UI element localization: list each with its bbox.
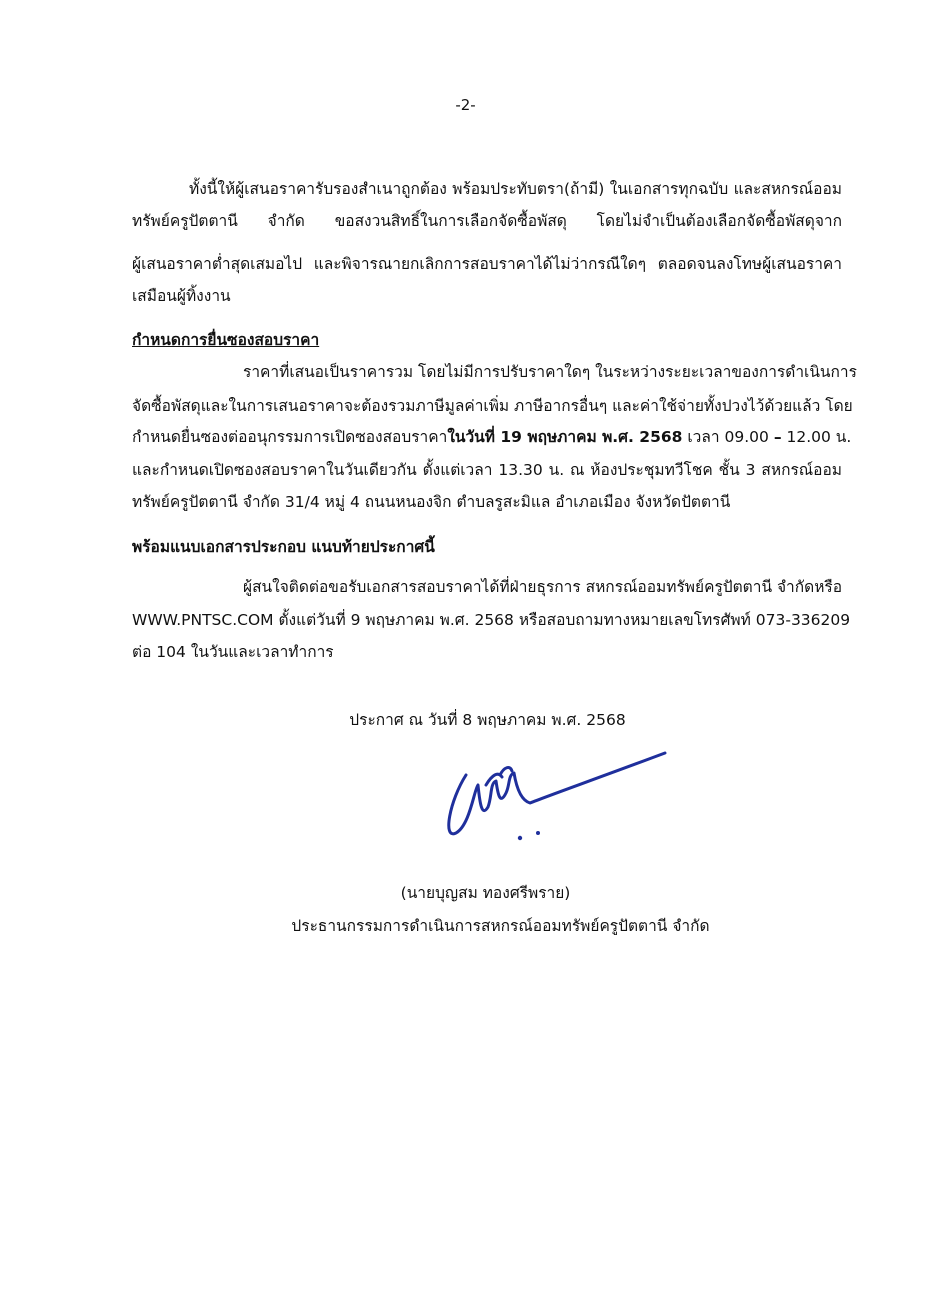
para2-line2: จัดซื้อพัสดุและในการเสนอราคาจะต้องรวมภาษีมูลค่าเพิ่ม ภาษีอากรอื่นๆ และค่าใช้จ่ายทั้งปวงไว้ด้วยแล้ว โดย (132, 397, 853, 415)
para2-line3-a: กำหนดยื่นซองต่ออนุกรรมการเปิดซองสอบราคา (132, 428, 448, 446)
announce-date: ประกาศ ณ วันที่ 8 พฤษภาคม พ.ศ. 2568 (349, 711, 626, 729)
para1-line3: ผู้เสนอราคาต่ำสุดเสมอไป และพิจารณายกเลิกการสอบราคาได้ไม่ว่ากรณีใดๆ ตลอดจนลงโทษผู้เสนอราคา (132, 255, 842, 273)
para1-line1: ทั้งนี้ให้ผู้เสนอราคารับรองสำเนาถูกต้อง พร้อมประทับตรา(ถ้ามี) ในเอกสารทุกฉบับ และสหกรณ์ออม (189, 180, 842, 198)
signer-name: (นายบุญสม ทองศรีพราย) (400, 884, 571, 902)
heading-submission-schedule: กำหนดการยื่นซองสอบราคา (132, 331, 320, 349)
para3-line2: WWW.PNTSC.COM ตั้งแต่วันที่ 9 พฤษภาคม พ.ศ. 2568 หรือสอบถามทางหมายเลขโทรศัพท์ 073-336209 (132, 611, 851, 629)
para3-line1: ผู้สนใจติดต่อขอรับเอกสารสอบราคาได้ที่ฝ่ายธุรการ สหกรณ์ออมทรัพย์ครูปัตตานี จำกัดหรือ (243, 578, 843, 596)
para2-line3 (132, 426, 852, 448)
dash: – (773, 428, 782, 446)
para3-line3: ต่อ 104 ในวันและเวลาทำการ (132, 643, 334, 661)
signer-title: ประธานกรรมการดำเนินการสหกรณ์ออมทรัพย์ครูปัตตานี จำกัด (291, 917, 710, 935)
para2-line3-e: 12.00 น. (781, 428, 852, 446)
para2-line4: และกำหนดเปิดซองสอบราคาในวันเดียวกัน ตั้งแต่เวลา 13.30 น. ณ ห้องประชุมทวีโชค ชั้น 3 สหกรณ์ออม (132, 461, 842, 479)
para1-line2: ทรัพย์ครูปัตตานี จำกัด ขอสงวนสิทธิ์ในการเลือกจัดซื้อพัสดุ โดยไม่จำเป็นต้องเลือกจัดซื้อพัสดุจาก (132, 212, 842, 230)
para2-line5: ทรัพย์ครูปัตตานี จำกัด 31/4 หมู่ 4 ถนนหนองจิก ตำบลรูสะมิแล อำเภอเมือง จังหวัดปัตตานี (132, 493, 731, 511)
page-number: -2- (455, 96, 476, 114)
para1-line4: เสมือนผู้ทิ้งงาน (132, 287, 231, 305)
para2-line3-c: เวลา 09.00 (682, 428, 774, 446)
heading-attachments: พร้อมแนบเอกสารประกอบ แนบท้ายประกาศนี้ (132, 538, 435, 556)
para2-line1: ราคาที่เสนอเป็นราคารวม โดยไม่มีการปรับราคาใดๆ ในระหว่างระยะเวลาของการดำเนินการ (243, 363, 857, 381)
signature-image (440, 745, 680, 855)
submission-date: ในวันที่ 19 พฤษภาคม พ.ศ. 2568 (447, 428, 683, 446)
